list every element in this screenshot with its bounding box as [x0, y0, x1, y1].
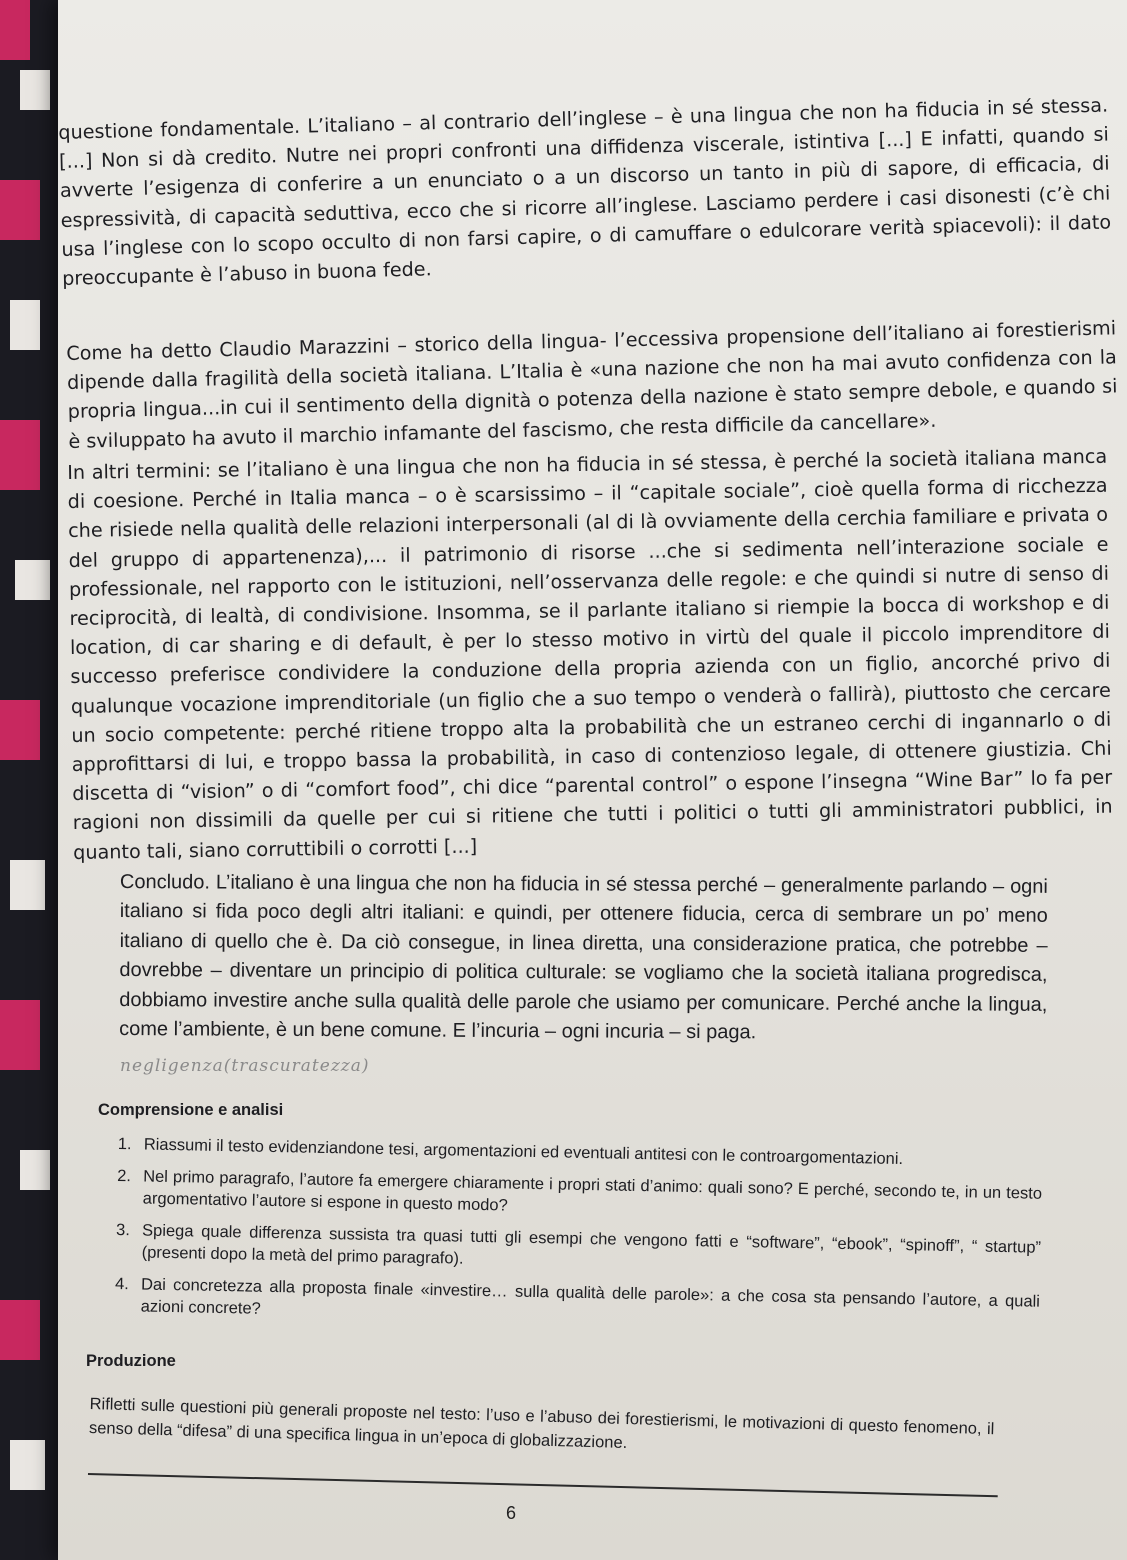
paragraph-1: questione fondamentale. L’italiano – al contrario dell’inglese – è una lingua che non ha fiducia in sé stessa. [...] Non si dà credito. Nutre nei propri confronti una diffidenza viscerale, istintiva [...] E infatti, quando si avverte l’esigenza di conferire a un enunciato o a un discorso un tanto in più di sapore, di efficacia, di espressività, di capacità seduttiva, ecco che si ricorre all’inglese. Lasciamo perdere i casi disonesti (c’è chi usa l’inglese con lo scopo occulto di non farsi capire, o di camuffare o edulcorare verità spiacevoli): il dato preoccupante è l’abuso in buona fede. — [58, 93, 1112, 290]
question-number: 4. — [114, 1274, 130, 1294]
question-item — [116, 1219, 1042, 1281]
questions-list — [114, 1133, 1043, 1345]
paragraph-2: Come ha detto Claudio Marazzini – storico della lingua- l’eccessiva propensione dell’italiano ai forestierismi dipende dalla fragilità della società italiana. L’Italia è «una nazione che non ha mai avuto confidenza con la propria lingua...in cui il sentimento della dignità o potenza della nazione è stato sempre debole, e quando si è sviluppato ha avuto il marchio infamante del fascismo, che resta difficile da cancellare». — [66, 316, 1118, 453]
handwritten-note: negligenza(trascuratezza) — [120, 1056, 370, 1076]
question-number: 2. — [117, 1166, 132, 1186]
production-text: Rifletti sulle questioni più generali proposte nel testo: l’uso e l’abuso dei forestierismi, le motivazioni di questo fenomeno, il senso della “difesa” di una specifica lingua in un’epoca di globalizzazione. — [88, 1394, 995, 1453]
question-number: 1. — [117, 1134, 132, 1154]
question-text: Riassumi il testo evidenziandone tesi, argomentazioni ed eventuali antitesi con le controargomentazioni. — [143, 1135, 904, 1169]
divider-line — [88, 1473, 998, 1497]
paragraph-3: In altri termini: se l’italiano è una lingua che non ha fiducia in sé stessa, è perché la società italiana manca di coesione. Perché in Italia manca – o è scarsissimo – il “capitale sociale”, cioè quella forma di ricchezza che risiede nella qualità delle relazioni interpersonali (al di là ovviamente della cerchia familiare e privata o del gruppo di appartenenza),... il patrimonio di risorse ...che si sedimenta nell’interazione sociale e professionale, nel rapporto con le istituzioni, nell’osservanza delle regole: e che quindi si nutre di senso di reciprocità, di lealtà, di condivisione. Insomma, se il parlante italiano si riempie la bocca di workshop e di location, di car sharing e di default, è per lo stesso motivo in virtù del quale il piccolo imprenditore di successo preferisce condividere la conduzione della propria azienda con un figlio, ancorché privo di qualunque vocazione imprenditoriale (un figlio che a suo tempo o venderà o fallirà), piuttosto che cercare un socio competente: perché ritiene troppo alta la probabilità che un estraneo cerchi di ingannarlo o di approfittarsi di lui, e troppo bassa la probabilità, in caso di contenzioso legale, di ottenere giustizia. Chi discetta di “vision” o di “comfort food”, chi dice “parental control” o espone l’insegna “Wine Bar” lo fa per ragioni non dissimili da quelle per cui si ritiene che tutti i politici o tutti gli amministratori pubblici, in quanto tali, siano corruttibili o corrotti [...] — [67, 444, 1113, 864]
question-item — [117, 1165, 1043, 1227]
paragraph-4: Concludo. L’italiano è una lingua che non ha fiducia in sé stessa perché – generalmente parlando – ogni italiano si fida poco degli altri italiani: e quindi, per ottenere fiducia, cerca di sembrare un po’ meno italiano di quello che è. Da ciò consegue, in linea diretta, una considerazione pratica, che potrebbe – dovrebbe – diventare un principio di politica culturale: se vogliamo che la società italiana progredisca, dobbiamo investire anche sulla qualità delle parole che usiamo per comunicare. Perché anche la lingua, come l’ambiente, è un bene comune. E l’incuria – ogni incuria – si paga. — [119, 870, 1048, 1044]
production-title: Produzione — [86, 1352, 176, 1370]
question-item — [114, 1273, 1040, 1335]
comprehension-title: Comprensione e analisi — [98, 1101, 284, 1119]
question-text: Dai concretezza alla proposta finale «investire… sulla qualità delle parole»: a che cosa sta pensando l’autore, a quali azioni concrete? — [140, 1275, 1041, 1318]
textbook-page — [58, 0, 1127, 1560]
page-number: 6 — [506, 1503, 517, 1523]
question-number: 3. — [115, 1220, 131, 1240]
question-text: Spiega quale differenza sussista tra quasi tutti gli esempi che vengono fatti e “software”, “ebook”, “spinoff”, “ startup” (presenti dopo la metà del primo paragrafo). — [141, 1221, 1042, 1268]
question-text: Nel primo paragrafo, l’autore fa emergere chiaramente i propri stati d’animo: quali sono? E perché, secondo te, in un testo argomentativo l’autore si espone in questo modo? — [142, 1167, 1043, 1215]
